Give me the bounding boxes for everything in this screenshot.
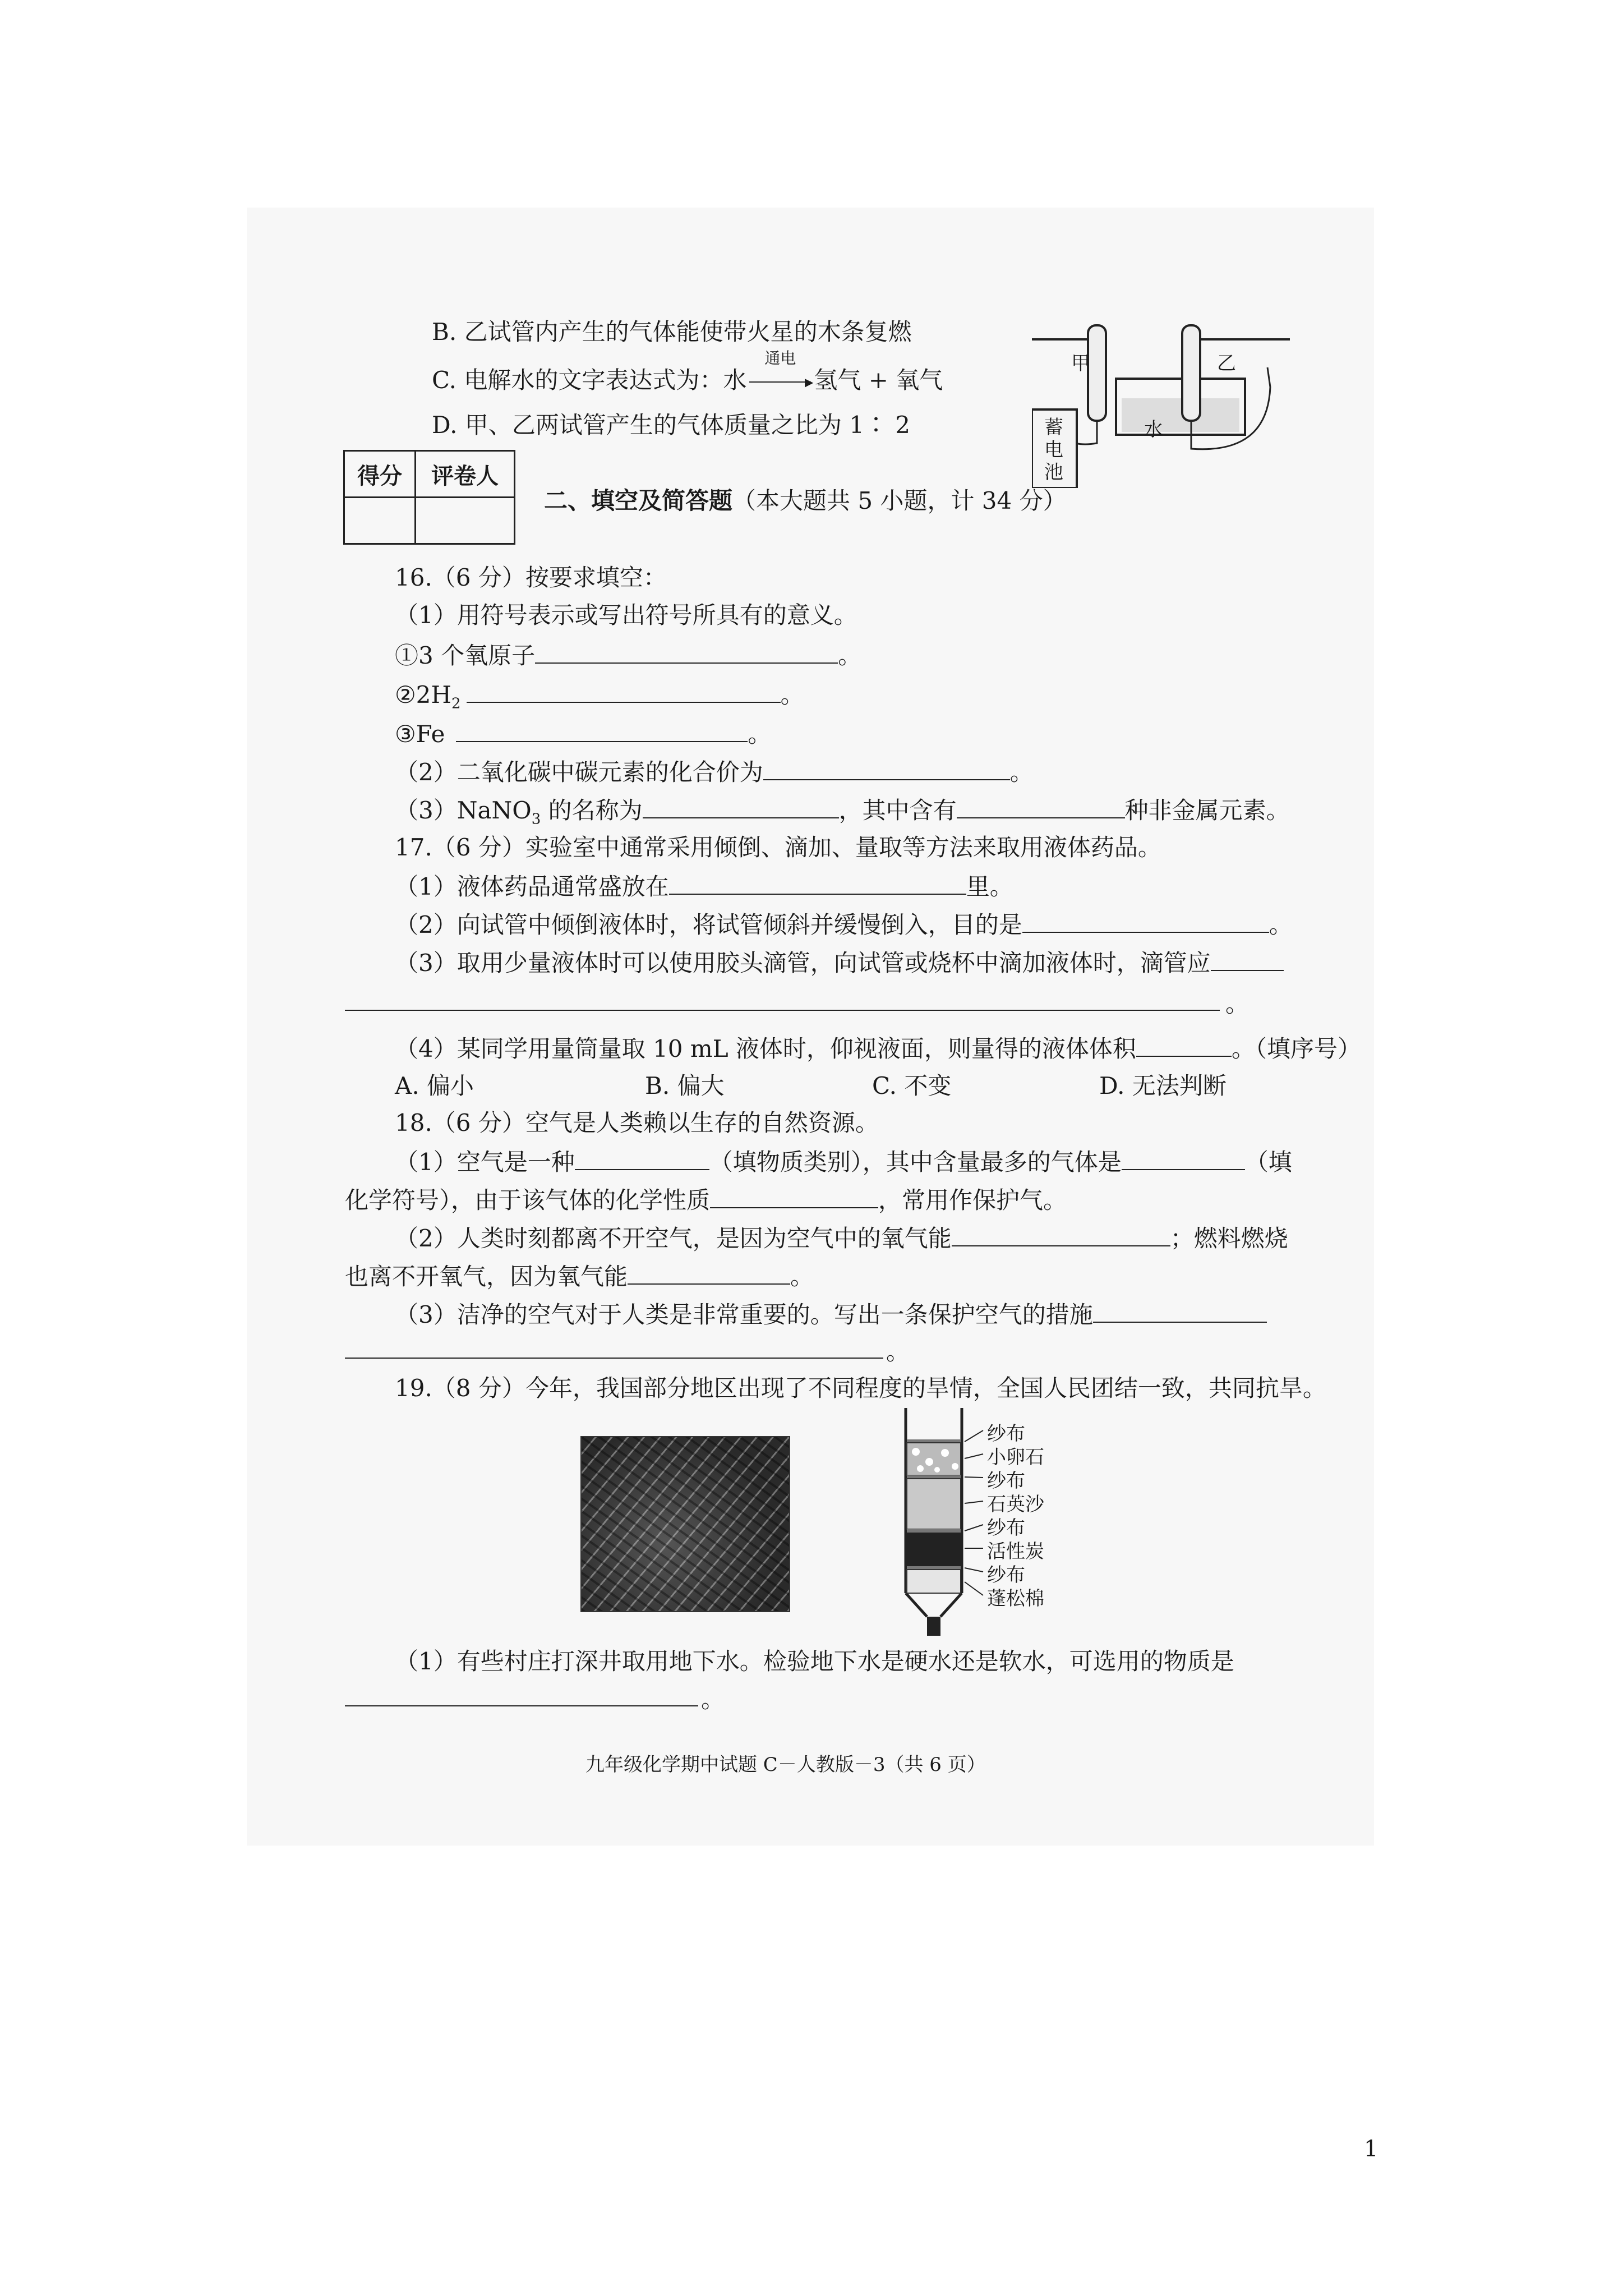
q16-item2-subscript: 2 bbox=[451, 695, 461, 712]
answer-blank[interactable] bbox=[1136, 1031, 1232, 1057]
q16-part1: （1）用符号表示或写出符号所具有的意义。 bbox=[395, 601, 857, 629]
answer-blank[interactable] bbox=[710, 1182, 878, 1208]
q16-part3 bbox=[395, 793, 1290, 836]
filter-label-1: 纱布 bbox=[987, 1423, 1025, 1445]
q17-option-d: D. 无法判断 bbox=[1099, 1072, 1227, 1099]
answer-blank[interactable] bbox=[1093, 1297, 1267, 1323]
answer-blank[interactable] bbox=[957, 793, 1125, 818]
grader-cell bbox=[416, 498, 515, 544]
q17-option-c: C. 不变 bbox=[872, 1072, 952, 1099]
q18-stem: 18.（6 分）空气是人类赖以生存的自然资源。 bbox=[395, 1109, 879, 1137]
tube-label-jia: 甲 bbox=[1071, 352, 1090, 375]
q17-option-b: B. 偏大 bbox=[645, 1072, 725, 1099]
q19-part1-line[interactable] bbox=[345, 1705, 698, 1706]
filter-label-7: 纱布 bbox=[987, 1564, 1025, 1586]
q18-part2-c: 也离不开氧气，因为氧气能 bbox=[345, 1263, 628, 1290]
q19-part1: （1）有些村庄打深井取用地下水。检验地下水是硬水还是软水，可选用的物质是 bbox=[395, 1648, 1234, 1675]
water-filter-diagram bbox=[900, 1408, 995, 1644]
q18-part3 bbox=[395, 1297, 1267, 1332]
q18-part1-e: ，常用作保护气。 bbox=[878, 1186, 1067, 1214]
filter-label-8: 蓬松棉 bbox=[987, 1588, 1044, 1610]
q18-part1-d: 化学符号），由于该气体的化学性质 bbox=[345, 1186, 711, 1214]
reaction-condition: 通电 bbox=[764, 349, 796, 367]
filter-label-4: 石英沙 bbox=[987, 1493, 1044, 1516]
answer-blank[interactable] bbox=[575, 1144, 709, 1170]
answer-blank[interactable] bbox=[763, 754, 1010, 780]
q18-part1-c: （填 bbox=[1244, 1148, 1292, 1176]
q17-part2: （2）向试管中倾倒液体时，将试管倾斜并缓慢倒入，目的是 。 bbox=[395, 907, 1293, 942]
q16-stem: 16.（6 分）按要求填空： bbox=[395, 564, 667, 591]
page-footer: 九年级化学期中试题 C－人教版－3（共 6 页） bbox=[585, 1754, 986, 1776]
score-cell bbox=[344, 498, 416, 544]
filter-label-3: 纱布 bbox=[987, 1470, 1025, 1492]
q18-part3-text: （3）洁净的空气对于人类是非常重要的。写出一条保护空气的措施 bbox=[395, 1301, 1093, 1328]
q16-item1-text: ①3 个氧原子 bbox=[395, 642, 536, 669]
q19-stem: 19.（8 分）今年，我国部分地区出现了不同程度的旱情，全国人民团结一致，共同抗旱。 bbox=[395, 1374, 1326, 1402]
q17-part1-a: （1）液体药品通常盛放在 bbox=[395, 873, 669, 900]
q18-part2-line1 bbox=[395, 1221, 1288, 1255]
q17-option-a: A. 偏小 bbox=[395, 1072, 474, 1099]
q17-part1-b: 里。 bbox=[966, 873, 1013, 900]
q18-part1-a: （1）空气是一种 bbox=[395, 1148, 575, 1176]
q17-part4 bbox=[395, 1031, 1361, 1066]
reaction-arrow: ▶ bbox=[749, 381, 811, 383]
q16-item1: ①3 个氧原子 。 bbox=[395, 638, 861, 673]
q16-item2: $②2H_2$ 。 bbox=[395, 677, 804, 720]
water-label: 水 bbox=[1144, 418, 1163, 441]
q16-part2: （2）二氧化碳中碳元素的化合价为 。 bbox=[395, 754, 1034, 789]
drought-photo bbox=[580, 1436, 790, 1612]
q17-part4-a: （4）某同学用量筒量取 10 mL 液体时，仰视液面，则量得的液体体积 bbox=[395, 1035, 1136, 1062]
q18-part1-line2 bbox=[345, 1182, 1067, 1217]
filter-label-6: 活性炭 bbox=[987, 1540, 1044, 1563]
q17-part3-text: （3）取用少量液体时可以使用胶头滴管，向试管或烧杯中滴加液体时，滴管应 bbox=[395, 949, 1211, 977]
battery-label: 蓄电池 bbox=[1044, 416, 1063, 484]
q16-part3-subscript: 3 bbox=[531, 811, 541, 828]
q18-part2-line2: 也离不开氧气，因为氧气能 。 bbox=[345, 1259, 814, 1294]
q17-part3-period: 。 bbox=[1225, 990, 1249, 1018]
q18-part1-line1 bbox=[395, 1144, 1292, 1179]
option-c-suffix: 氢气 + 氧气 bbox=[814, 366, 943, 394]
filter-label-2: 小卵石 bbox=[987, 1446, 1044, 1469]
answer-blank[interactable] bbox=[952, 1221, 1170, 1246]
answer-blank[interactable] bbox=[467, 677, 781, 703]
section-heading: 二、填空及简答题 bbox=[544, 487, 733, 514]
q18-part1-b: （填物质类别），其中含量最多的气体是 bbox=[709, 1148, 1122, 1176]
score-box bbox=[343, 450, 515, 545]
q16-part3-d: 种非金属元素。 bbox=[1124, 797, 1290, 824]
electrolysis-diagram bbox=[1032, 314, 1295, 488]
q17-stem: 17.（6 分）实验室中通常采用倾倒、滴加、量取等方法来取用液体药品。 bbox=[395, 834, 1161, 861]
q17-part3 bbox=[395, 945, 1284, 980]
page-number: 1 bbox=[1364, 2136, 1378, 2162]
tube-label-yi: 乙 bbox=[1217, 352, 1236, 375]
answer-blank[interactable] bbox=[535, 638, 838, 664]
q18-part3-line[interactable] bbox=[345, 1358, 883, 1359]
q16-part2-text: （2）二氧化碳中碳元素的化合价为 bbox=[395, 758, 763, 786]
q16-item3: ③Fe 。 bbox=[395, 716, 771, 751]
grader-header: 评卷人 bbox=[416, 451, 515, 498]
section-title bbox=[544, 482, 1067, 516]
q16-part3-c: ，其中含有 bbox=[838, 797, 957, 824]
q16-part3-b: 的名称为 bbox=[541, 797, 643, 824]
q17-part1 bbox=[395, 869, 1013, 904]
score-header: 得分 bbox=[344, 451, 416, 498]
q18-part3-period: 。 bbox=[886, 1338, 910, 1365]
answer-blank[interactable] bbox=[1122, 1144, 1245, 1170]
q17-part3-line[interactable] bbox=[345, 1010, 1220, 1011]
q16-item2-text: ②2H bbox=[395, 681, 452, 708]
q19-part1-period: 。 bbox=[701, 1686, 725, 1713]
option-c-prefix: C. 电解水的文字表达式为：水 bbox=[432, 366, 747, 394]
answer-blank[interactable] bbox=[643, 793, 839, 818]
answer-blank[interactable] bbox=[1211, 945, 1284, 971]
answer-blank[interactable] bbox=[628, 1259, 790, 1285]
q16-part3-a: （3）NaNO bbox=[395, 797, 532, 824]
q17-part2-text: （2）向试管中倾倒液体时，将试管倾斜并缓慢倒入，目的是 bbox=[395, 911, 1022, 938]
answer-blank[interactable] bbox=[669, 869, 966, 895]
q18-part2-a: （2）人类时刻都离不开空气，是因为空气中的氧气能 bbox=[395, 1225, 952, 1252]
option-c bbox=[432, 349, 943, 397]
answer-blank[interactable] bbox=[1022, 907, 1269, 933]
option-b: B. 乙试管内产生的气体能使带火星的木条复燃 bbox=[432, 318, 912, 346]
q18-part2-b: ；燃料燃烧 bbox=[1170, 1225, 1288, 1252]
q17-part4-b: 。（填序号） bbox=[1231, 1035, 1361, 1062]
q16-item3-text: ③Fe bbox=[395, 720, 445, 748]
section-note: （本大题共 5 小题，计 34 分） bbox=[732, 487, 1067, 514]
filter-label-5: 纱布 bbox=[987, 1517, 1025, 1539]
option-d: D. 甲、乙两试管产生的气体质量之比为 1∶ 2 bbox=[432, 411, 911, 439]
answer-blank[interactable] bbox=[456, 716, 748, 742]
